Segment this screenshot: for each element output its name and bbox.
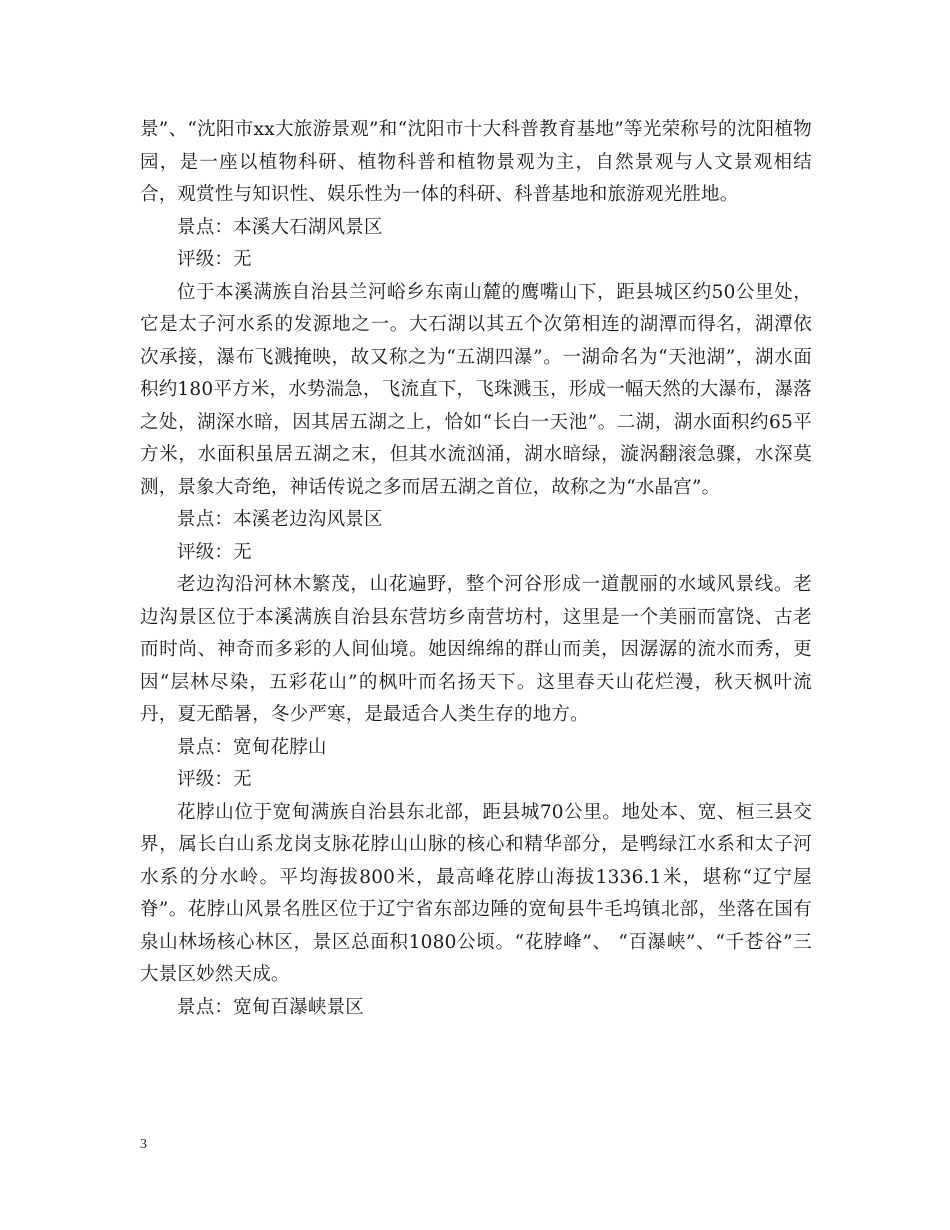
paragraph-1: 景”、“沈阳市xx大旅游景观”和“沈阳市十大科普教育基地”等光荣称号的沈阳植物园，是一座以植物科研、植物科普和植物景观为主，自然景观与人文景观相结合，观赏性与知识性、娱乐性为一体的科研、科普基地和旅游观光胜地。 xyxy=(140,119,812,205)
rating-label: 评级：无 xyxy=(177,249,252,270)
attraction-heading-kuandian-baipuxia: 景点：宽甸百瀑峡景区 xyxy=(177,996,365,1018)
document-body xyxy=(140,114,812,1024)
paragraph-laobiangou-description: 老边沟沿河林木繁茂，山花遍野，整个河谷形成一道靓丽的水域风景线。老边沟景区位于本溪满族自治县东营坊乡南营坊村，这里是一个美丽而富饶、古老而时尚、神奇而多彩的人间仙境。她因绵绵的群山而美，因潺潺的流水而秀，更因“层林尽染，五彩花山”的枫叶而名扬天下。这里春天山花烂漫，秋天枫叶流丹，夏无酷暑，冬少严寒，是最适合人类生存的地方。 xyxy=(140,574,812,725)
attraction-heading-kuandian-huaboshan: 景点：宽甸花脖山 xyxy=(177,736,327,758)
rating-label: 评级：无 xyxy=(177,769,252,790)
rating-label: 评级：无 xyxy=(177,541,252,563)
paragraph-huaboshan-description: 花脖山位于宽甸满族自治县东北部，距县城70公里。地处本、宽、桓三县交界，属长白山系龙岗支脉花脖山山脉的核心和精华部分，是鸭绿江水系和太子河水系的分水岭。平均海拔800米，最高峰花脖山海拔1336.1米，堪称“辽宁屋脊”。花脖山风景名胜区位于辽宁省东部边陲的宽甸县牛毛坞镇北部，坐落在国有泉山林场核心林区，景区总面积1080公顷。“花脖峰”、 “百瀑峡”、“千苍谷”三大景区妙然天成。 xyxy=(140,801,812,985)
paragraph-dashihu-description: 位于本溪满族自治县兰河峪乡东南山麓的鹰嘴山下，距县城区约50公里处，它是太子河水系的发源地之一。大石湖以其五个次第相连的湖潭而得名，湖潭依次承接，瀑布飞溅掩映，故又称之为“五湖四瀑”。一湖命名为“天池湖”，湖水面积约180平方米，水势湍急，飞流直下，飞珠溅玉，形成一幅天然的大瀑布，瀑落之处，湖深水暗，因其居五湖之上，恰如“长白一天池”。二湖，湖水面积约65平方米，水面积虽居五湖之末，但其水流汹涌，湖水暗绿，漩涡翻滚急骤，水深莫测，景象大奇绝，神话传说之多而居五湖之首位，故称之为“水晶宫”。 xyxy=(140,281,812,498)
attraction-heading-benxi-dashihu: 景点：本溪大石湖风景区 xyxy=(177,216,383,238)
attraction-heading-benxi-laobiangou: 景点：本溪老边沟风景区 xyxy=(177,509,383,530)
page-number: 3 xyxy=(140,1137,147,1152)
